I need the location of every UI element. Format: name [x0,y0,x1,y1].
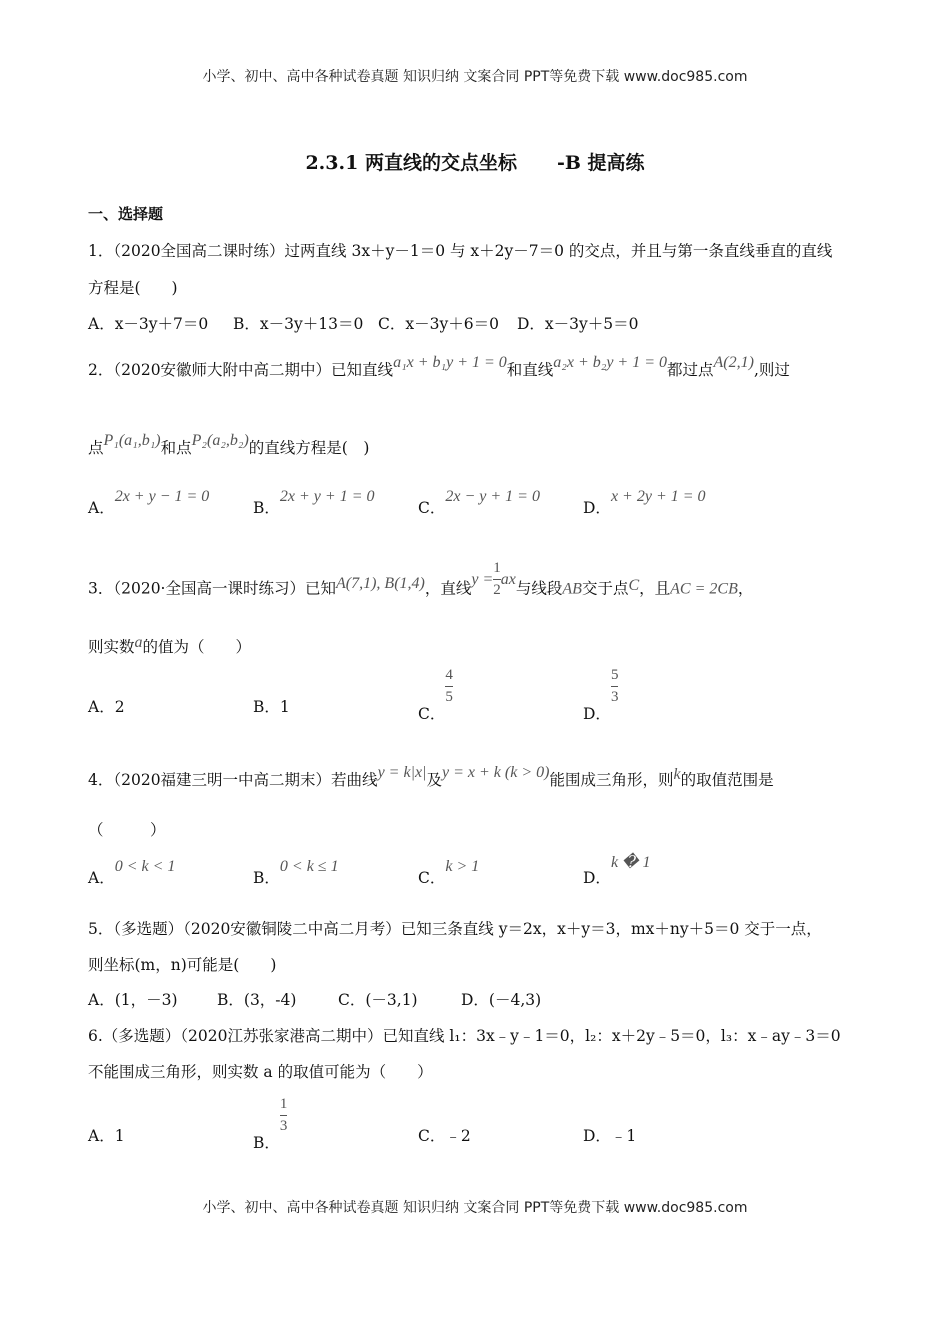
q4-option-d: D．k � 1 [583,854,651,887]
q3-stem-line1: 3．（2020·全国高一课时练习）已知A(7,1), B(1,4)，直线y = $\frac{1}{2}$ ax与线段AB交于点C，且AC = 2CB， [88,560,754,598]
q2-equation-1: a₁x + b₁y + 1 = 0 [393,354,507,371]
q1-stem-line1: 1．（2020全国高二课时练）过两直线 3x＋y－1＝0 与 x＋2y－7＝0 的交点，并且与第一条直线垂直的直线 [88,242,833,260]
q4-option-b: B．0 < k ≤ 1 [253,858,339,887]
title-main: 2.3.1 两直线的交点坐标 [305,152,517,174]
page-title [0,148,950,175]
q1-option-c: C．x－3y＋6＝0 [378,315,499,333]
q1-stem-line2: 方程是( ) [88,279,178,297]
q5-stem-line1: 5．（多选题）（2020安徽铜陵二中高二月考）已知三条直线 y＝2x，x＋y＝3，mx＋ny＋5＝0 交于一点， [88,920,822,938]
q2-point-p2: P₂(a₂,b₂) [191,432,249,449]
q4-stem-line1: 4．（2020福建三明一中高二期末）若曲线y = k|x|及y = x + k (k > 0)能围成三角形，则k的取值范围是 [88,764,774,789]
q4-equation-2: y = x + k (k > 0) [441,764,550,781]
title-suffix: -B 提高练 [556,152,645,174]
q2-point-a: A(2,1) [713,354,754,371]
q4-stem-line2: （ ） [88,821,166,839]
q2-stem-line1: 2．（2020安徽师大附中高二期中）已知直线a₁x + b₁y + 1 = 0和直线a₂x + b₂y + 1 = 0都过点A(2,1),则过 [88,354,790,379]
q2-option-c: C．2x − y + 1 = 0 [418,488,540,517]
q3-option-d: D． $\frac{5}{3}$ [583,667,619,723]
q3-stem-line2: 则实数a的值为（ ） [88,634,252,656]
q3-option-a: A．2 [88,698,125,716]
page-header: 小学、初中、高中各种试卷真题 知识归纳 文案合同 PPT等免费下载 www.doc985.com [202,69,748,85]
q3-option-c: C． $\frac{4}{5}$ [418,667,453,723]
q6-stem-line1: 6.（多选题）（2020江苏张家港高二期中）已知直线 l₁：3x﹣y﹣1＝0，l₂：x＋2y﹣5＝0，l₃：x﹣ay﹣3＝0 [88,1027,841,1045]
q6-stem-line2: 不能围成三角形，则实数 a 的取值可能为（ ） [88,1063,433,1081]
q1-option-a: A．x－3y＋7＝0 [88,315,209,333]
section-heading: 一、选择题 [88,205,164,223]
q5-option-c: C．(－3,1) [338,991,418,1009]
q1-option-d: D．x－3y＋5＝0 [517,315,639,333]
q2-point-p1: P₁(a₁,b₁) [103,432,161,449]
q4-equation-1: y = k|x| [377,764,427,781]
q2-equation-2: a₂x + b₂y + 1 = 0 [553,354,668,371]
q2-stem-line2: 点P₁(a₁,b₁)和点P₂(a₂,b₂)的直线方程是( ) [88,432,370,457]
q5-option-a: A．(1，－3) [88,991,178,1009]
q1-option-b: B．x－3y＋13＝0 [233,315,364,333]
q5-stem-line2: 则坐标(m，n)可能是( ) [88,956,277,974]
q4-option-a: A．0 < k < 1 [88,858,176,887]
q6-option-a: A．1 [88,1127,125,1145]
q3-points: A(7,1), B(1,4) [336,574,425,592]
q2-option-d: D．x + 2y + 1 = 0 [583,488,706,517]
q6-option-d: D．﹣1 [583,1127,637,1145]
q5-option-d: D．(－4,3) [461,991,542,1009]
q3-fraction-half: $\frac{1}{2}$ [493,560,501,598]
q2-option-b: B．2x + y + 1 = 0 [253,488,375,517]
q4-option-c: C．k > 1 [418,858,480,887]
q6-option-c: C．﹣2 [418,1127,471,1145]
q3-option-b: B．1 [253,698,290,716]
q5-option-b: B．(3，-4) [217,991,297,1009]
q6-option-b: B． $\frac{1}{3}$ [253,1096,288,1152]
page-footer: 小学、初中、高中各种试卷真题 知识归纳 文案合同 PPT等免费下载 www.doc985.com [202,1200,748,1216]
q2-option-a: A．2x + y − 1 = 0 [88,488,210,517]
